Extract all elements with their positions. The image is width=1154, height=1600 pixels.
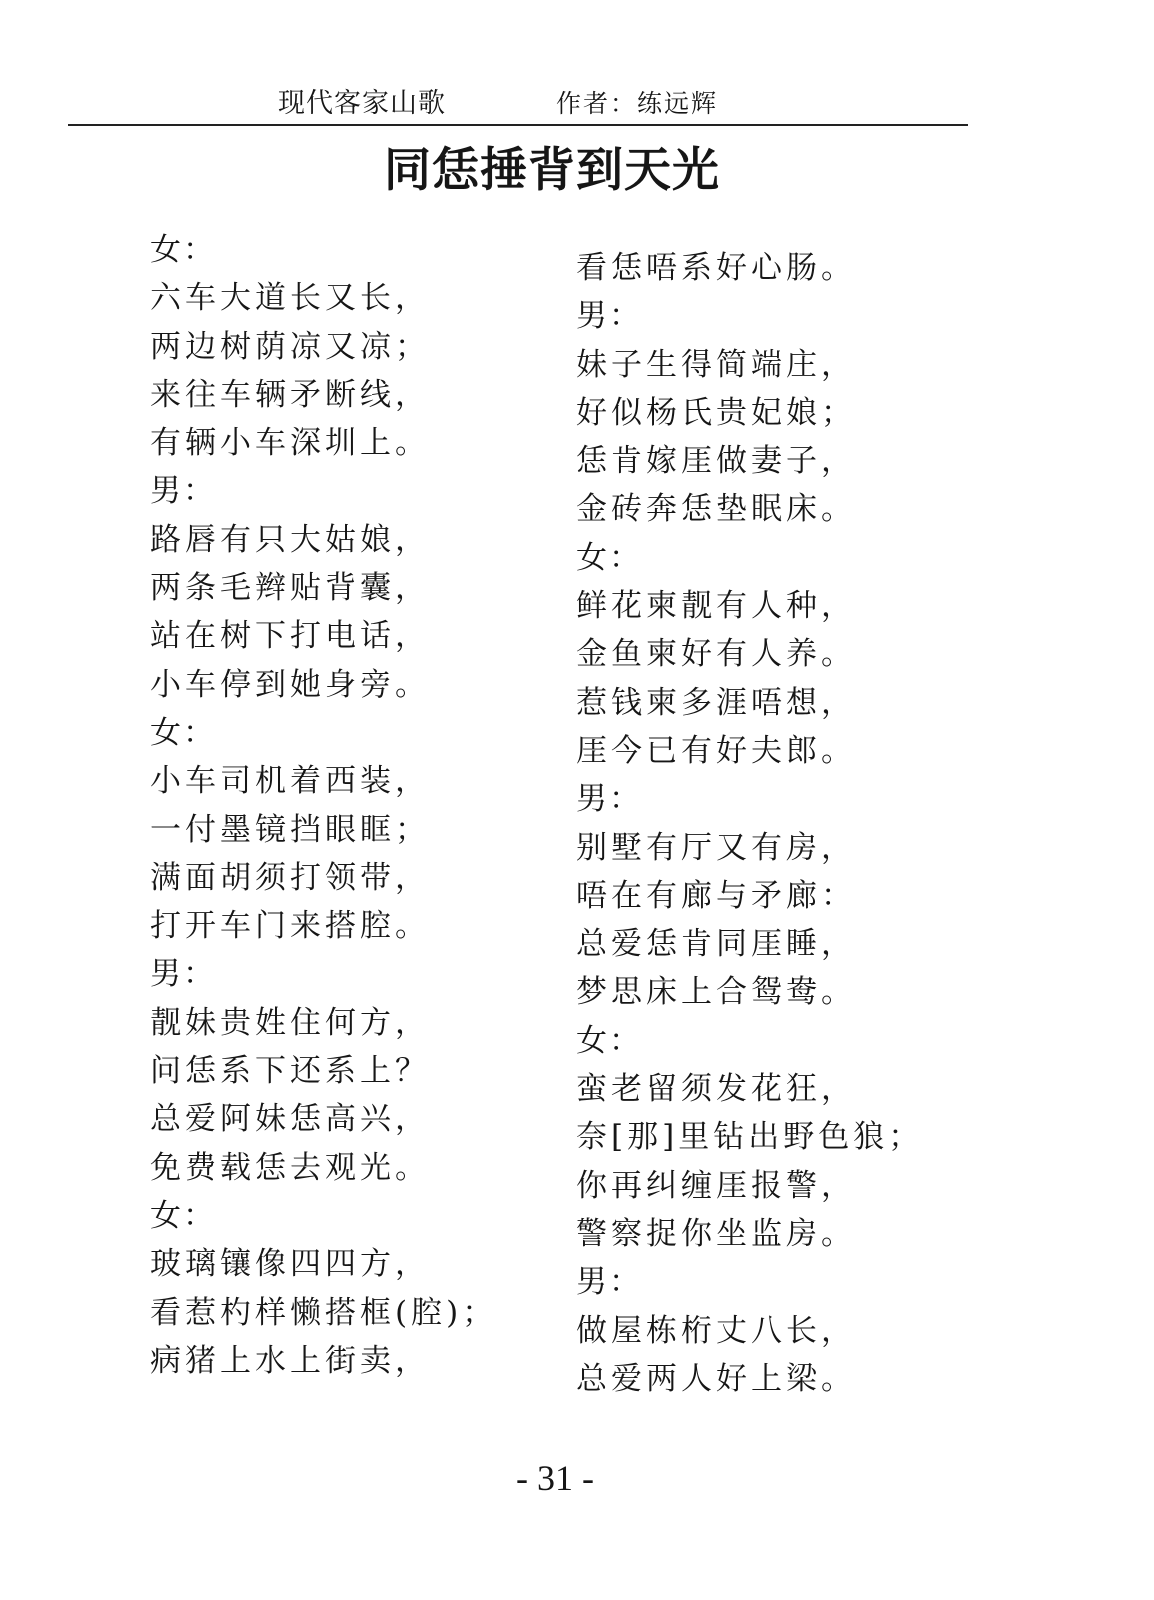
poem-line: 蛮老留须发花狂，	[576, 1071, 856, 1108]
poem-line: 打开车门来搭腔。	[150, 908, 430, 945]
poem-line: 病猪上水上街卖，	[150, 1342, 430, 1379]
speaker-label: 女：	[576, 539, 642, 576]
poem-right-column	[576, 244, 923, 1403]
poem-line: 小车司机着西装，	[150, 763, 430, 800]
speaker-label: 男：	[150, 956, 216, 993]
poem-line: 金鱼柬好有人养。	[576, 636, 856, 673]
poem-left-column	[150, 226, 497, 1385]
poem-line: 总爱恁肯同厓睡，	[576, 926, 856, 963]
header-rule	[68, 124, 968, 126]
speaker-label: 男：	[576, 298, 642, 335]
poem-line: 做屋栋桁丈八长，	[576, 1312, 856, 1349]
speaker-label: 男：	[576, 781, 642, 818]
poem-line: 金砖奔恁垫眠床。	[576, 491, 856, 528]
poem-line: 路唇有只大姑娘，	[150, 521, 430, 558]
poem-line: 奈[那]里钻出野色狼；	[576, 1119, 924, 1156]
poem-line: 梦思床上合鸳鸯。	[576, 974, 856, 1011]
speaker-label: 女：	[150, 1197, 216, 1234]
poem-line: 总爱阿妹恁高兴，	[150, 1101, 430, 1138]
poem-line: 看惹杓样懒搭框(腔)；	[150, 1294, 498, 1331]
poem-line: 靓妹贵姓住何方，	[150, 1004, 430, 1041]
poem-line: 有辆小车深圳上。	[150, 425, 430, 462]
poem-line: 满面胡须打领带，	[150, 859, 430, 896]
speaker-label: 女：	[150, 714, 216, 751]
poem-line: 唔在有廊与矛廊：	[576, 877, 856, 914]
author-credit: 作者：练远辉	[556, 89, 719, 118]
speaker-label: 女：	[150, 232, 216, 268]
poem-line: 厓今已有好夫郎。	[576, 732, 856, 769]
poem-line: 鲜花柬靓有人种，	[576, 588, 856, 625]
poem-line: 别墅有厅又有房，	[576, 829, 856, 866]
running-header	[0, 84, 1154, 124]
speaker-label: 男：	[150, 473, 216, 510]
poem-line: 看恁唔系好心肠。	[576, 250, 856, 286]
poem-line: 总爱两人好上梁。	[576, 1360, 856, 1397]
poem-line: 免费载恁去观光。	[150, 1149, 430, 1186]
poem-line: 你再纠缠厓报警，	[576, 1167, 856, 1204]
speaker-label: 男：	[576, 1264, 642, 1301]
page-number: - 31 -	[516, 1458, 594, 1498]
poem-line: 小车停到她身旁。	[150, 666, 430, 703]
poem-line: 六车大道长又长，	[150, 280, 430, 317]
poem-line: 两边树荫凉又凉；	[150, 328, 430, 365]
poem-line: 妹子生得简端庄，	[576, 346, 856, 383]
poem-line: 来往车辆矛断线，	[150, 376, 430, 413]
poem-line: 惹钱柬多涯唔想，	[576, 684, 856, 721]
poem-line: 警察捉你坐监房。	[576, 1215, 856, 1252]
speaker-label: 女：	[576, 1022, 642, 1059]
poem-line: 一付墨镜挡眼眶；	[150, 811, 430, 848]
poem-line: 站在树下打电话，	[150, 618, 430, 655]
poem-line: 恁肯嫁厓做妻子，	[576, 443, 856, 480]
book-title: 现代客家山歌	[278, 88, 446, 119]
poem-line: 问恁系下还系上？	[150, 1053, 430, 1090]
poem-title: 同恁捶背到天光	[384, 143, 720, 198]
poem-line: 好似杨氏贵妃娘；	[576, 394, 856, 431]
poem-line: 两条毛辫贴背囊，	[150, 570, 430, 607]
poem-line: 玻璃镶像四四方，	[150, 1246, 430, 1283]
